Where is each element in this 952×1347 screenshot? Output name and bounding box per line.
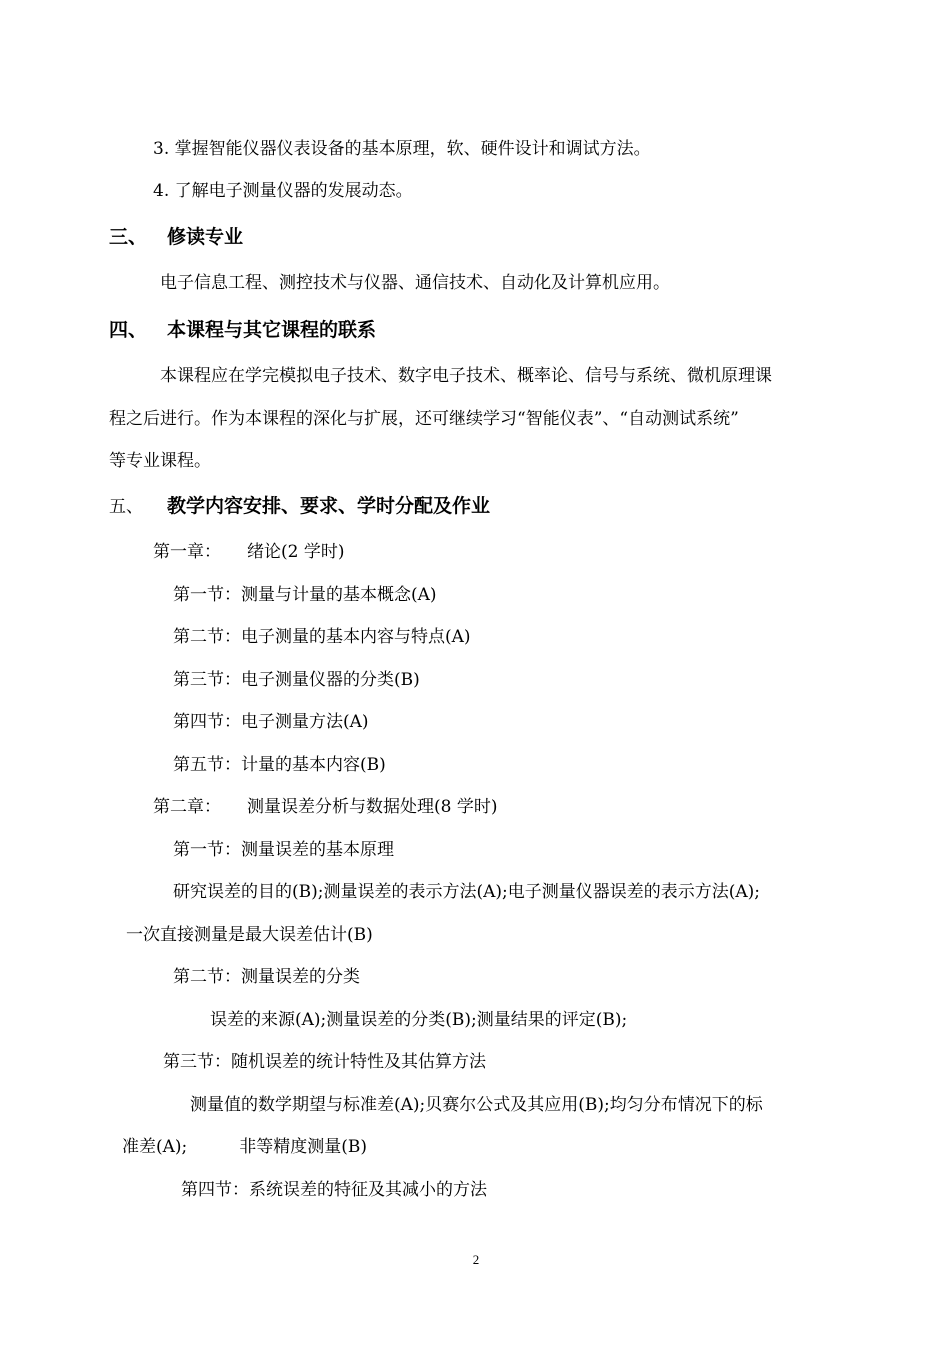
related-courses-line-2: 程之后进行。作为本课程的深化与扩展，还可继续学习“智能仪表”、“自动测试系统” [109, 409, 739, 429]
section-number: 四、 [109, 319, 148, 341]
chapter-2-section-2-title: 第二节：测量误差的分类 [173, 967, 360, 987]
text-segment: 准差(A); [122, 1137, 188, 1157]
chapter-1-section-3: 第三节：电子测量仪器的分类(B) [173, 670, 420, 690]
chapter-1-section-4: 第四节：电子测量方法(A) [173, 712, 369, 732]
chapter-2-heading [153, 796, 497, 818]
chapter-2-section-3-body-1: 测量值的数学期望与标准差(A);贝赛尔公式及其应用(B);均匀分布情况下的标 [190, 1095, 763, 1115]
section-heading-related-courses [109, 318, 376, 342]
objective-item-3: 3. 掌握智能仪器仪表设备的基本原理，软、硬件设计和调试方法。 [153, 139, 651, 159]
chapter-label: 第二章： [153, 797, 221, 817]
objective-item-4: 4. 了解电子测量仪器的发展动态。 [153, 181, 413, 201]
chapter-label: 第一章： [153, 542, 221, 562]
chapter-2-section-1-title: 第一节：测量误差的基本原理 [173, 840, 394, 860]
chapter-title: 绪论(2 学时) [247, 542, 345, 562]
chapter-1-section-5: 第五节：计量的基本内容(B) [173, 755, 386, 775]
majors-paragraph: 电子信息工程、测控技术与仪器、通信技术、自动化及计算机应用。 [160, 273, 670, 293]
section-number: 五、 [109, 497, 143, 517]
section-title: 本课程与其它课程的联系 [167, 319, 377, 341]
chapter-2-section-3-body-2 [122, 1136, 367, 1158]
chapter-2-section-1-body-1: 研究误差的目的(B);测量误差的表示方法(A);电子测量仪器误差的表示方法(A); [173, 882, 761, 902]
chapter-1-section-2: 第二节：电子测量的基本内容与特点(A) [173, 627, 471, 647]
section-heading-majors [109, 225, 243, 249]
chapter-2-section-4-title: 第四节：系统误差的特征及其减小的方法 [181, 1180, 487, 1200]
chapter-1-section-1: 第一节：测量与计量的基本概念(A) [173, 585, 437, 605]
section-heading-content [109, 494, 490, 518]
section-title: 教学内容安排、要求、学时分配及作业 [167, 495, 491, 517]
related-courses-line-1: 本课程应在学完模拟电子技术、数字电子技术、概率论、信号与系统、微机原理课 [160, 366, 772, 386]
page-number: 2 [472, 1252, 480, 1267]
chapter-2-section-1-body-2: 一次直接测量是最大误差估计(B) [126, 925, 373, 945]
section-number: 三、 [109, 226, 148, 248]
chapter-2-section-3-title: 第三节：随机误差的统计特性及其估算方法 [163, 1052, 486, 1072]
text-segment: 非等精度测量(B) [239, 1137, 368, 1157]
chapter-2-section-2-body: 误差的来源(A);测量误差的分类(B);测量结果的评定(B); [210, 1010, 628, 1030]
chapter-title: 测量误差分析与数据处理(8 学时) [247, 797, 498, 817]
related-courses-line-3: 等专业课程。 [109, 451, 211, 471]
section-title: 修读专业 [167, 226, 244, 248]
chapter-1-heading [153, 541, 344, 563]
